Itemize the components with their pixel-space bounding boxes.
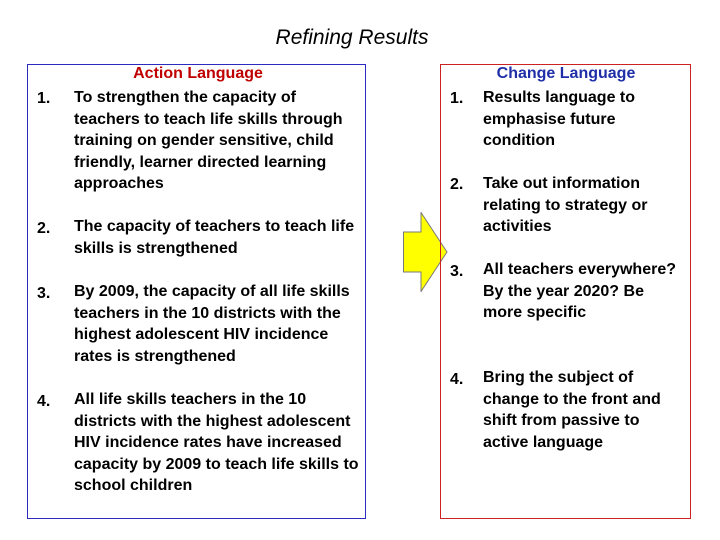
right-item-3-number: 3.	[450, 263, 464, 280]
right-item-2-number: 2.	[450, 176, 464, 193]
left-item-3-number: 3.	[37, 285, 51, 302]
left-item-3-text: By 2009, the capacity of all life skills teachers in the 10 districts with the highest adolescent HIV incidence rates is strengthened	[74, 283, 350, 365]
right-item-3-text: All teachers everywhere? By the year 2020? Be more specific	[483, 261, 676, 321]
right-item-2-text: Take out information relating to strategy or activities	[483, 175, 648, 235]
left-item-2-text: The capacity of teachers to teach life skills is strengthened	[74, 218, 355, 257]
left-item-1-number: 1.	[37, 90, 51, 107]
page-title: Refining Results	[275, 26, 429, 49]
left-item-2-number: 2.	[37, 220, 51, 237]
change-language-heading: Change Language	[496, 65, 636, 82]
left-item-1-text: To strengthen the capacity of teachers to teach life skills through training on gender sensitive, child friendly, learner directed learning approaches	[74, 89, 343, 192]
right-item-1-number: 1.	[450, 90, 464, 107]
right-item-1-text: Results language to emphasise future condition	[483, 89, 636, 149]
left-item-4-number: 4.	[37, 393, 51, 410]
right-item-4-number: 4.	[450, 371, 464, 388]
right-item-4-text: Bring the subject of change to the front and shift from passive to active language	[483, 369, 661, 451]
action-language-heading: Action Language	[133, 65, 263, 82]
left-item-4-text: All life skills teachers in the 10 districts with the highest adolescent HIV incidence rates have increased capacity by 2009 to teach life skills to school children	[74, 391, 359, 494]
